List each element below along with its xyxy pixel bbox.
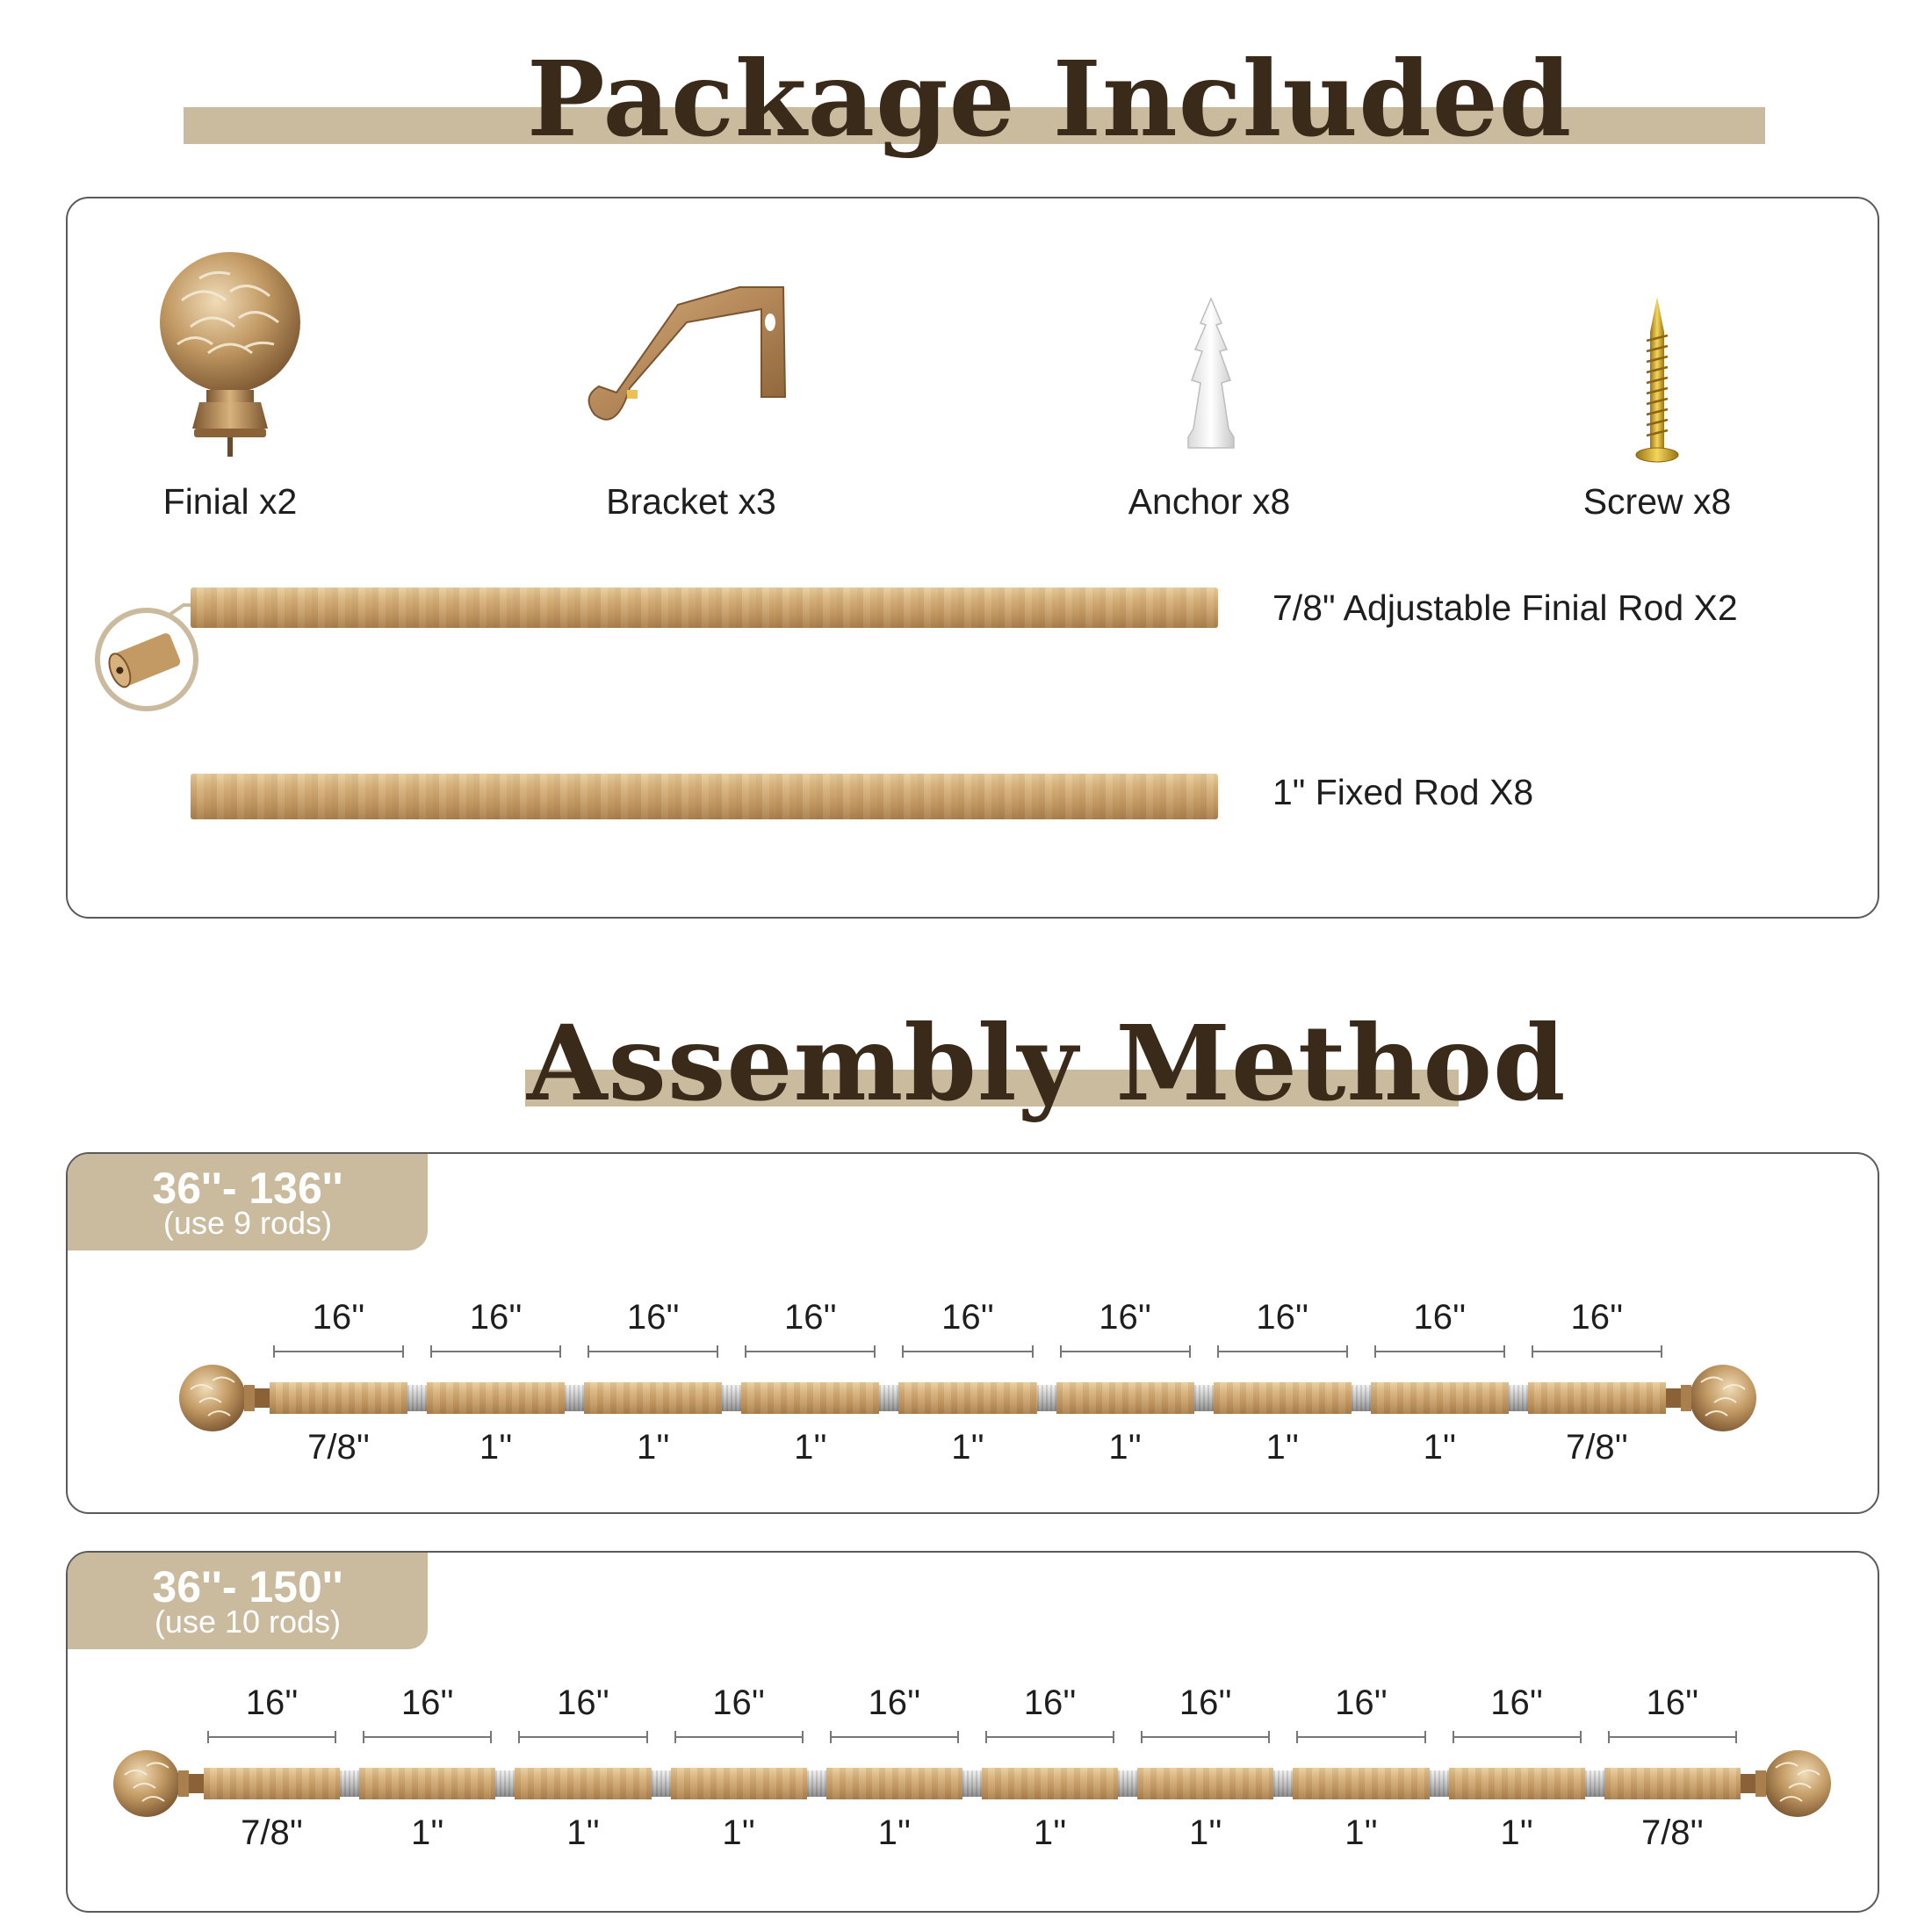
segment-diameter-label: 1'' bbox=[1265, 1428, 1299, 1467]
length-measure-line bbox=[1141, 1736, 1270, 1738]
segment-diameter-label: 1'' bbox=[794, 1428, 827, 1467]
length-measure-line bbox=[430, 1351, 561, 1352]
length-measure-line bbox=[1217, 1351, 1348, 1352]
assembly-diagram-2 bbox=[68, 1553, 1879, 1913]
rod-segment bbox=[671, 1768, 807, 1799]
rod-segment bbox=[204, 1768, 340, 1799]
segment-length-label: 16'' bbox=[1099, 1298, 1151, 1337]
assembly-panel-1 bbox=[66, 1152, 1879, 1514]
rod-joint bbox=[1118, 1770, 1137, 1797]
segment-length-label: 16'' bbox=[1179, 1683, 1232, 1722]
segment-length-label: 16'' bbox=[1646, 1683, 1699, 1722]
length-measure-line bbox=[745, 1351, 876, 1352]
segment-diameter-label: 1'' bbox=[1189, 1813, 1222, 1852]
segment-length-label: 16'' bbox=[1570, 1298, 1624, 1337]
rod-joint bbox=[1273, 1770, 1293, 1797]
rod-segment bbox=[1293, 1768, 1429, 1799]
length-measure-line bbox=[830, 1736, 959, 1738]
rod-joint bbox=[1037, 1385, 1056, 1411]
rod-segment bbox=[270, 1382, 407, 1414]
rod-segment bbox=[427, 1382, 565, 1414]
segment-diameter-label: 7/8'' bbox=[1565, 1428, 1628, 1467]
range-value-2: 36''- 150'' bbox=[152, 1562, 343, 1611]
segment-length-label: 16'' bbox=[868, 1683, 921, 1722]
rod-label-adjustable: 7/8" Adjustable Finial Rod X2 bbox=[1272, 588, 1738, 628]
length-measure-line bbox=[1060, 1351, 1191, 1352]
segment-length-label: 16'' bbox=[1023, 1683, 1077, 1722]
rod-joint bbox=[1585, 1770, 1604, 1797]
screw-icon bbox=[1631, 297, 1683, 472]
range-note-2: (use 10 rods) bbox=[154, 1604, 342, 1640]
segment-diameter-label: 7/8'' bbox=[241, 1813, 304, 1852]
assembly-panel-2 bbox=[66, 1551, 1879, 1913]
segment-length-label: 16'' bbox=[400, 1683, 454, 1722]
segment-length-label: 16'' bbox=[626, 1298, 680, 1337]
segment-diameter-label: 1'' bbox=[877, 1813, 912, 1852]
segment-diameter-label: 1'' bbox=[566, 1813, 600, 1852]
rod-joint bbox=[1194, 1385, 1214, 1411]
length-measure-line bbox=[902, 1351, 1033, 1352]
rod-segment bbox=[898, 1382, 1036, 1414]
rod-joint bbox=[807, 1770, 826, 1797]
rod-label-fixed: 1" Fixed Rod X8 bbox=[1272, 772, 1534, 812]
length-measure-line bbox=[985, 1736, 1114, 1738]
rod-joint bbox=[652, 1770, 671, 1797]
segment-length-label: 16'' bbox=[1413, 1298, 1467, 1337]
rod-segment bbox=[1449, 1768, 1585, 1799]
range-value-1: 36''- 136'' bbox=[152, 1164, 343, 1213]
segment-diameter-label: 1'' bbox=[637, 1428, 670, 1467]
package-panel bbox=[66, 197, 1879, 919]
rod-segment bbox=[1528, 1382, 1666, 1414]
segment-length-label: 16'' bbox=[1335, 1683, 1388, 1722]
segment-diameter-label: 1'' bbox=[722, 1813, 755, 1852]
anchor-icon bbox=[1176, 297, 1246, 455]
bracket-icon bbox=[581, 283, 792, 450]
rod-segment bbox=[1214, 1382, 1352, 1414]
item-label-anchor: Anchor x8 bbox=[1128, 481, 1291, 522]
segment-length-label: 16'' bbox=[245, 1683, 299, 1722]
segment-diameter-label: 7/8'' bbox=[307, 1428, 370, 1467]
item-label-screw: Screw x8 bbox=[1582, 481, 1732, 522]
length-measure-line bbox=[588, 1351, 718, 1352]
rod-joint bbox=[1430, 1770, 1449, 1797]
segment-length-label: 16'' bbox=[783, 1298, 837, 1337]
rod-joint bbox=[407, 1385, 427, 1411]
finial-left-icon bbox=[112, 1744, 208, 1823]
rod-joint bbox=[879, 1385, 898, 1411]
segment-diameter-label: 1'' bbox=[1344, 1813, 1378, 1852]
rod-joint bbox=[962, 1770, 982, 1797]
fixed-rod bbox=[191, 774, 1218, 819]
length-measure-line bbox=[1296, 1736, 1425, 1738]
segment-diameter-label: 1'' bbox=[479, 1428, 513, 1467]
length-measure-line bbox=[1532, 1351, 1662, 1352]
finial-left-icon bbox=[177, 1359, 274, 1438]
assembly-diagram-1 bbox=[68, 1154, 1879, 1514]
rod-joint bbox=[722, 1385, 741, 1411]
assembly-title: Assembly Method bbox=[527, 1002, 1567, 1124]
length-measure-line bbox=[273, 1351, 404, 1352]
item-label-bracket: Bracket x3 bbox=[606, 481, 776, 522]
length-measure-line bbox=[363, 1736, 492, 1738]
range-note-1: (use 9 rods) bbox=[162, 1205, 333, 1241]
rod-segment bbox=[584, 1382, 722, 1414]
length-measure-line bbox=[518, 1736, 647, 1738]
rod-joint bbox=[565, 1385, 584, 1411]
segment-diameter-label: 1'' bbox=[1500, 1813, 1533, 1852]
rod-segment bbox=[359, 1768, 495, 1799]
segment-diameter-label: 1'' bbox=[1423, 1428, 1457, 1467]
segment-diameter-label: 1'' bbox=[1108, 1428, 1142, 1467]
package-title: Package Included bbox=[527, 38, 1573, 160]
length-measure-line bbox=[1608, 1736, 1737, 1738]
length-measure-line bbox=[1453, 1736, 1582, 1738]
rod-segment bbox=[1604, 1768, 1741, 1799]
segment-length-label: 16'' bbox=[712, 1683, 766, 1722]
adjustable-finial-rod bbox=[191, 588, 1218, 628]
finial-icon bbox=[155, 248, 305, 458]
segment-diameter-label: 1'' bbox=[1033, 1813, 1067, 1852]
rod-joint bbox=[495, 1770, 515, 1797]
rod-segment bbox=[1371, 1382, 1509, 1414]
finial-right-icon bbox=[1662, 1359, 1758, 1438]
finial-right-icon bbox=[1736, 1744, 1833, 1823]
segment-length-label: 16'' bbox=[1490, 1683, 1544, 1722]
length-measure-line bbox=[1374, 1351, 1505, 1352]
rod-end-detail-icon bbox=[94, 598, 217, 712]
rod-segment bbox=[1056, 1382, 1194, 1414]
segment-length-label: 16'' bbox=[469, 1298, 523, 1337]
segment-length-label: 16'' bbox=[941, 1298, 994, 1337]
rod-joint bbox=[340, 1770, 359, 1797]
segment-diameter-label: 1'' bbox=[411, 1813, 444, 1852]
rod-segment bbox=[826, 1768, 962, 1799]
rod-joint bbox=[1352, 1385, 1371, 1411]
rod-segment bbox=[1137, 1768, 1273, 1799]
length-measure-line bbox=[207, 1736, 336, 1738]
item-label-finial: Finial x2 bbox=[162, 481, 298, 522]
segment-diameter-label: 7/8'' bbox=[1640, 1813, 1704, 1852]
segment-length-label: 16'' bbox=[1256, 1298, 1309, 1337]
segment-length-label: 16'' bbox=[312, 1298, 365, 1337]
rod-segment bbox=[982, 1768, 1118, 1799]
segment-diameter-label: 1'' bbox=[951, 1428, 984, 1467]
rod-segment bbox=[741, 1382, 879, 1414]
segment-length-label: 16'' bbox=[557, 1683, 609, 1722]
length-measure-line bbox=[674, 1736, 804, 1738]
rod-joint bbox=[1509, 1385, 1528, 1411]
rod-segment bbox=[515, 1768, 651, 1799]
